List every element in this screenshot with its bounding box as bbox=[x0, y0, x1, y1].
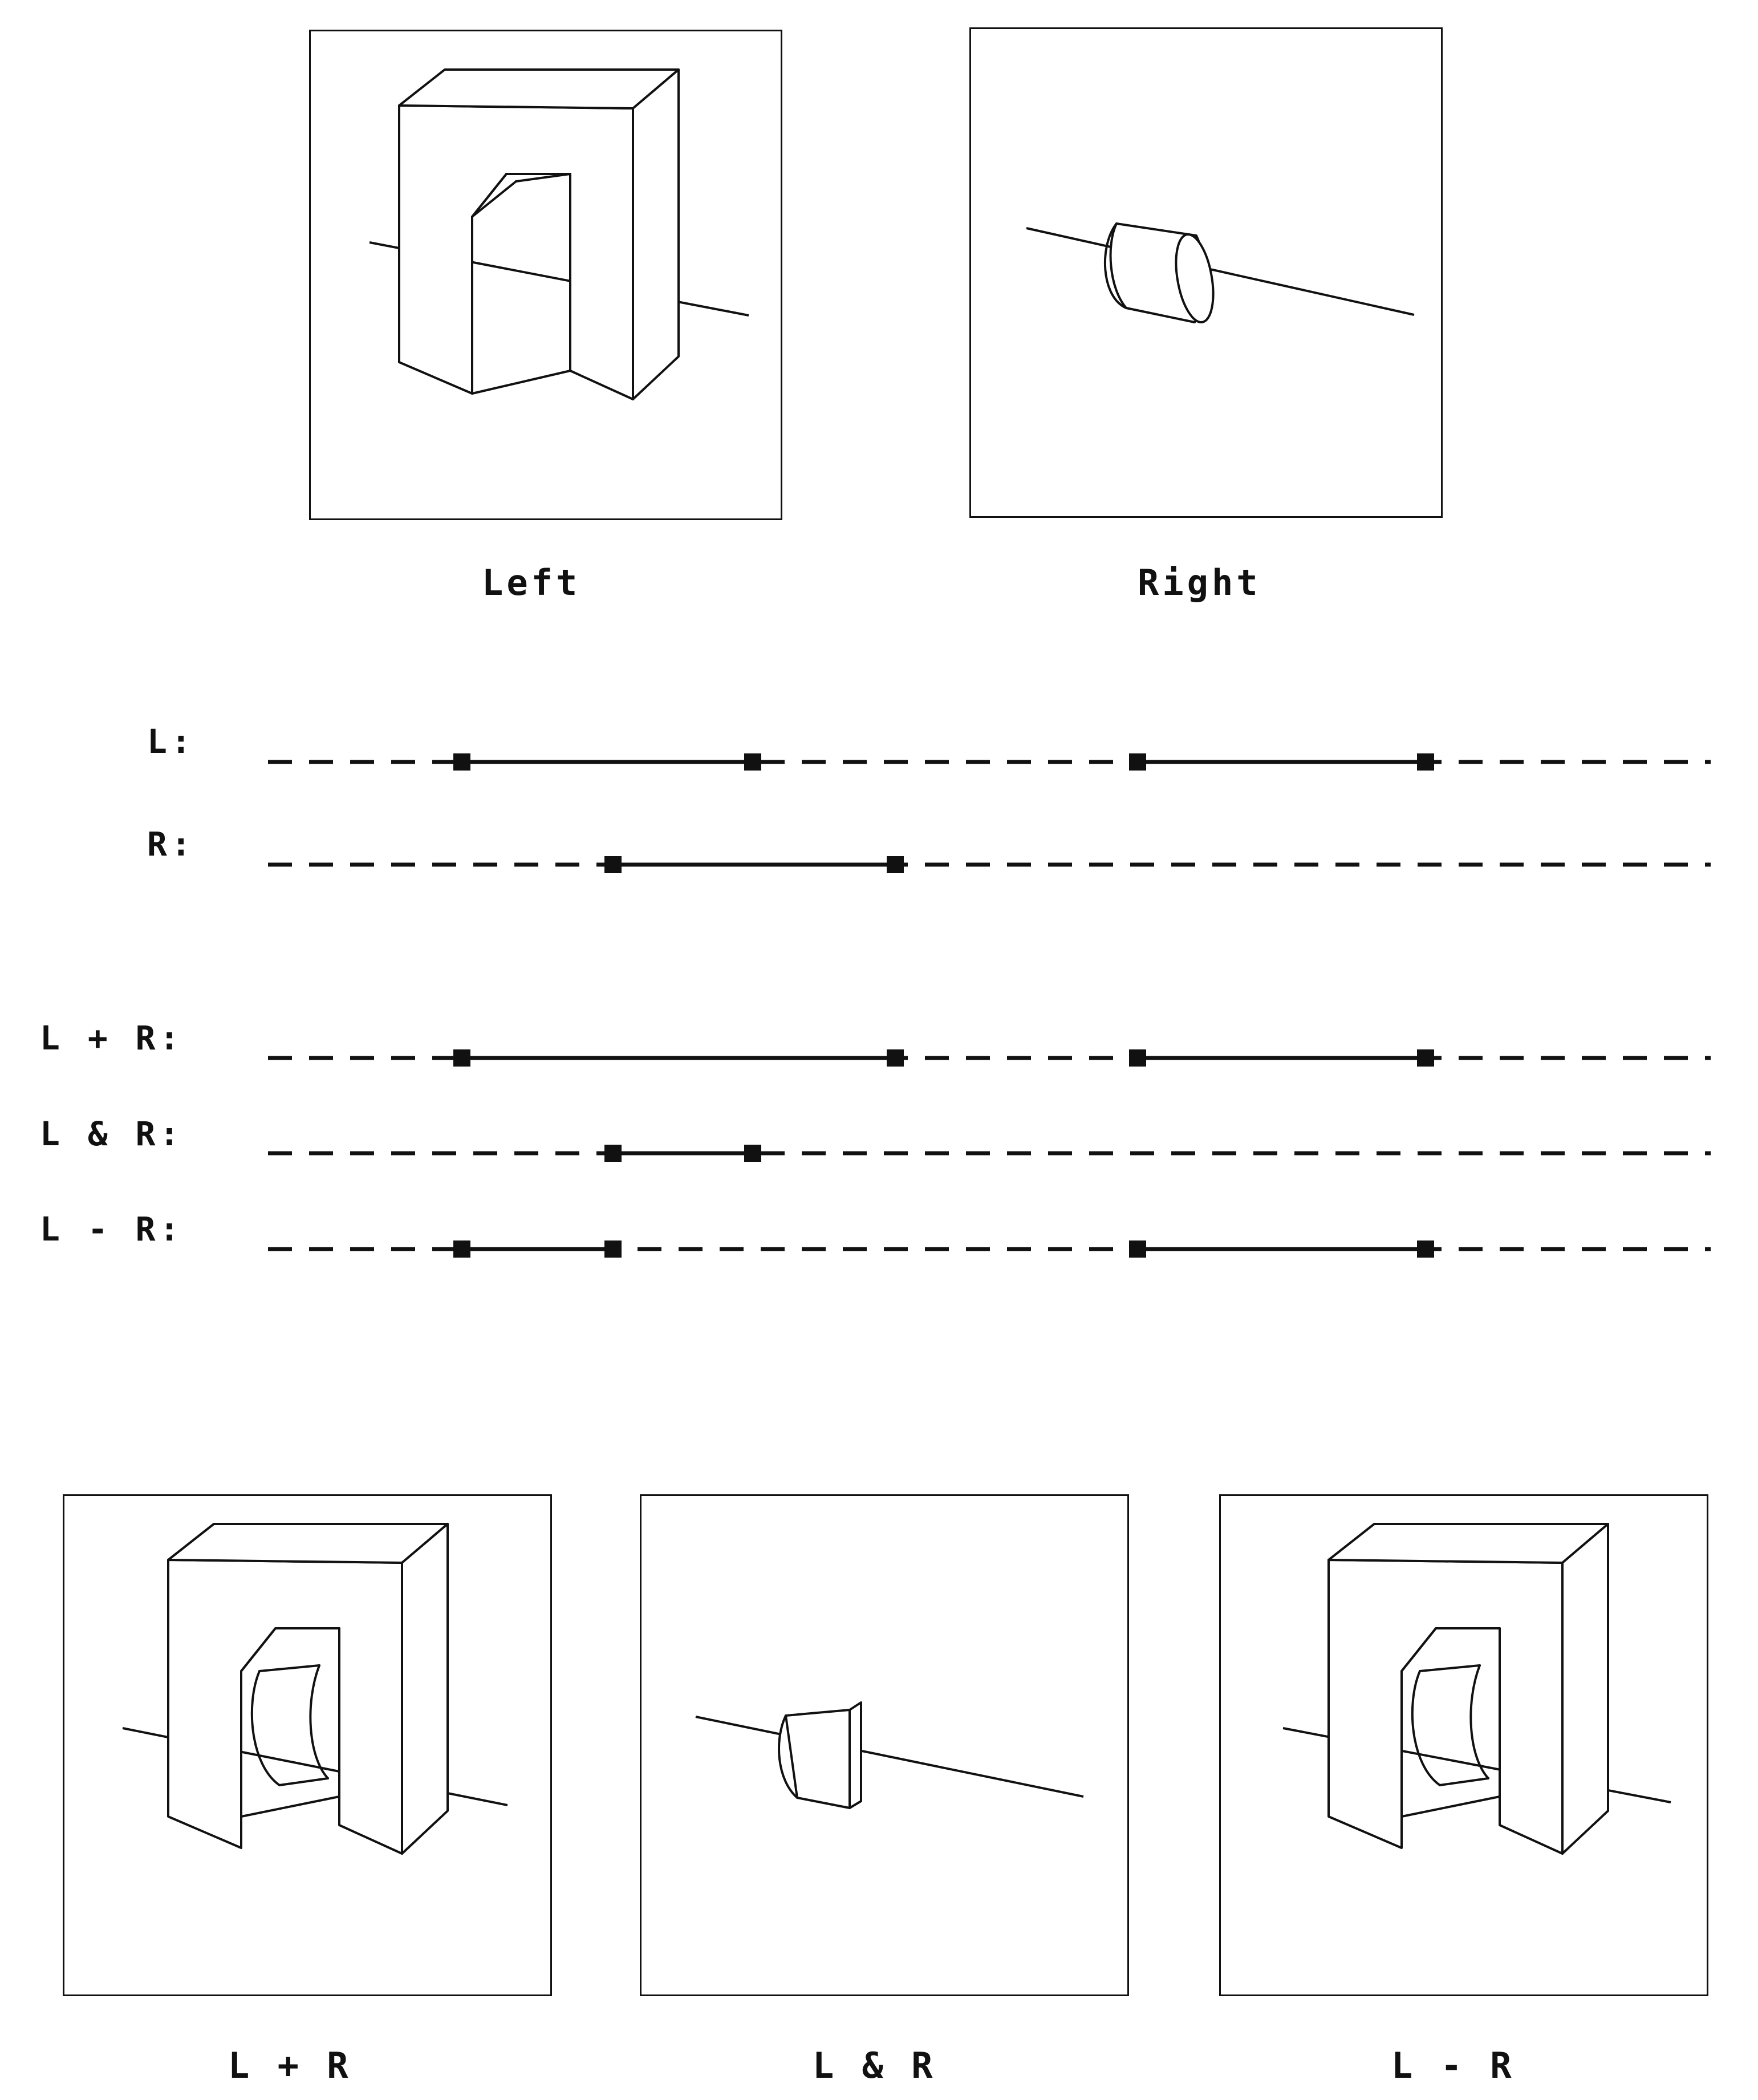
panel-intersection-caption: L & R bbox=[813, 2045, 936, 2086]
panel-right-caption: Right bbox=[1138, 562, 1261, 603]
ray-label-intersection: L & R: bbox=[40, 1114, 184, 1153]
panel-union-caption: L + R bbox=[228, 2045, 352, 2086]
ray-label-L: L: bbox=[147, 722, 195, 761]
ray-label-union: L + R: bbox=[40, 1019, 184, 1057]
ray-label-R: R: bbox=[147, 825, 195, 863]
panel-left-caption: Left bbox=[482, 562, 581, 603]
ray-label-difference: L - R: bbox=[40, 1210, 184, 1248]
panel-difference-caption: L - R bbox=[1391, 2045, 1515, 2086]
